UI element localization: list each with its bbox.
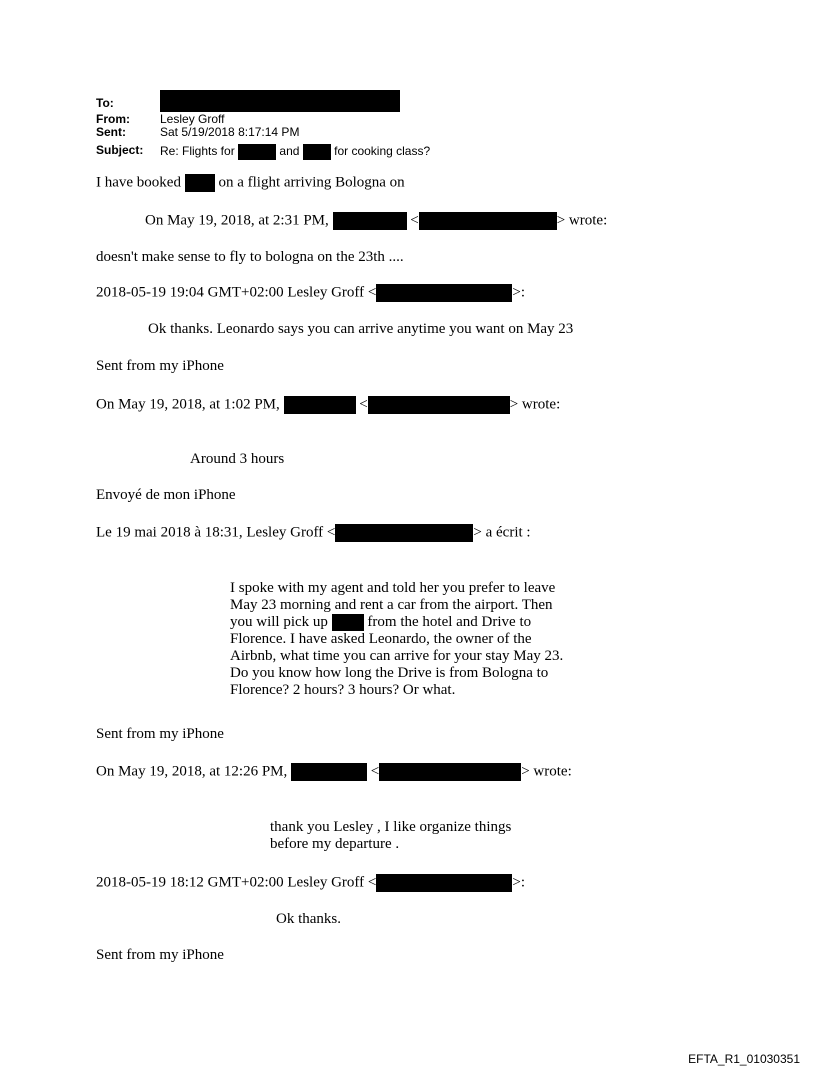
from-value: Lesley Groff: [160, 112, 225, 126]
redaction: [376, 284, 512, 302]
subject-text-3: for cooking class?: [334, 144, 431, 159]
subject-text-1: Re: Flights for: [160, 144, 235, 159]
body-line-bologna: doesn't make sense to fly to bologna on the 23th ....: [96, 249, 404, 265]
redaction-to: [160, 90, 400, 112]
redaction-subject-1: [238, 144, 276, 160]
body-line-leonardo: Ok thanks. Leonardo says you can arrive anytime you want on May 23: [148, 321, 574, 337]
sent-label: Sent:: [96, 125, 126, 139]
redaction: [185, 174, 215, 192]
document-id: EFTA_R1_01030351: [688, 1052, 800, 1066]
from-label: From:: [96, 112, 130, 126]
body-line-ecrit: Le 19 mai 2018 à 18:31, Lesley Groff < > a écrit :: [96, 524, 531, 541]
body-line-booked: I have booked on a flight arriving Bologna on: [96, 174, 405, 191]
redaction: [379, 763, 521, 781]
body-line-gmt-2: 2018-05-19 18:12 GMT+02:00 Lesley Groff < >:: [96, 874, 525, 891]
redaction: [284, 396, 356, 414]
body-line-sent-iphone-3: Sent from my iPhone: [96, 947, 224, 963]
redaction: [376, 874, 512, 892]
body-line-envoye: Envoyé de mon iPhone: [96, 487, 236, 503]
redaction: [368, 396, 510, 414]
body-line-wrote-2: On May 19, 2018, at 1:02 PM, < > wrote:: [96, 396, 561, 413]
body-line-ok-thanks: Ok thanks.: [276, 911, 341, 927]
redaction-subject-2: [303, 144, 331, 160]
redaction: [333, 212, 407, 230]
subject-text-2: and: [279, 144, 300, 159]
body-line-gmt-1: 2018-05-19 19:04 GMT+02:00 Lesley Groff < >:: [96, 284, 525, 301]
sent-value: Sat 5/19/2018 8:17:14 PM: [160, 125, 300, 139]
quoted-paragraph-agent: I spoke with my agent and told her you prefer to leave May 23 morning and rent a car from the airport. Then you will pick up from the hotel and Drive to Florence. I have asked Leonardo, the owner of the Airbnb, what time you can arrive for your stay May 23. Do you know how long the Drive is from Bologna to Florence? 2 hours? 3 hours? Or what.: [230, 580, 564, 699]
body-line-hours: Around 3 hours: [190, 451, 285, 467]
body-line-wrote-3: On May 19, 2018, at 12:26 PM, < > wrote:: [96, 763, 572, 780]
subject-value: [160, 144, 430, 160]
redaction: [335, 524, 473, 542]
redaction: [332, 614, 364, 631]
redaction: [419, 212, 557, 230]
quoted-paragraph-thanks: thank you Lesley , I like organize things before my departure .: [270, 819, 512, 852]
redaction: [291, 763, 367, 781]
body-line-sent-iphone-2: Sent from my iPhone: [96, 726, 224, 742]
subject-label: Subject:: [96, 143, 144, 157]
to-label: To:: [96, 96, 114, 110]
body-line-sent-iphone-1: Sent from my iPhone: [96, 358, 224, 374]
body-line-wrote-1: On May 19, 2018, at 2:31 PM, < > wrote:: [145, 212, 608, 229]
